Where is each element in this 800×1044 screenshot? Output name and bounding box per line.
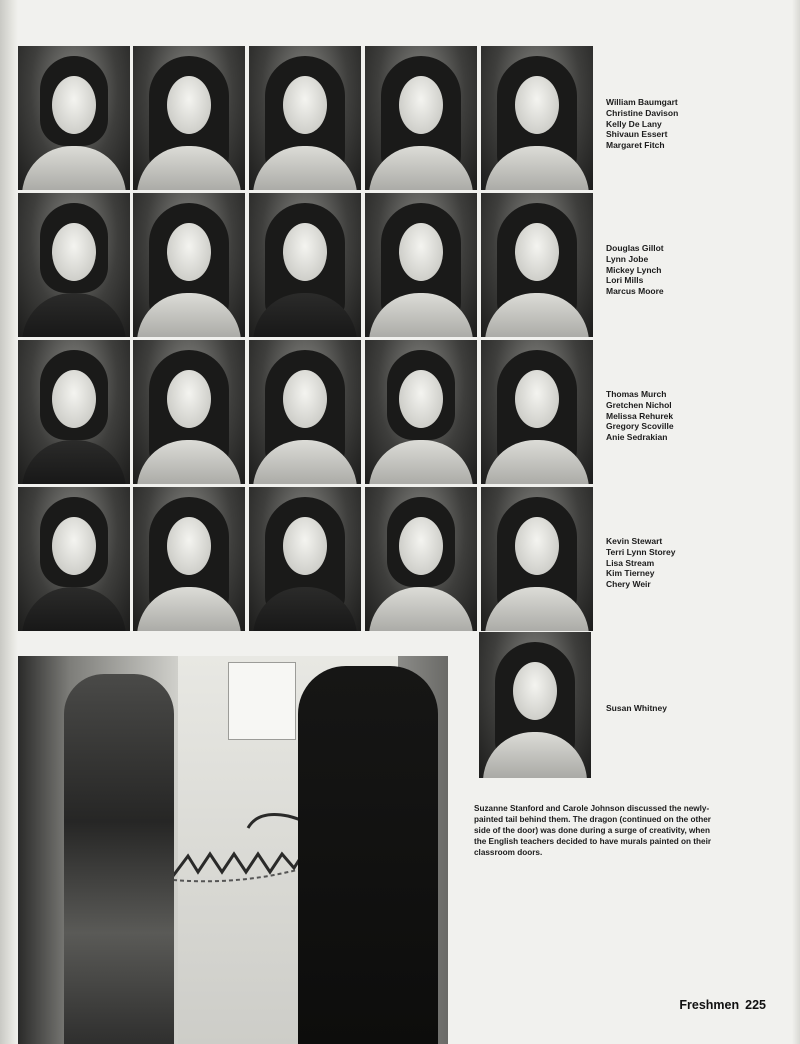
student-name: Kelly De Lany: [606, 118, 662, 129]
portrait-photo: [481, 193, 593, 337]
page-footer: [673, 998, 766, 1012]
portrait-photo: [18, 46, 130, 190]
portrait-photo: [481, 340, 593, 484]
page-number: 225: [745, 998, 766, 1012]
name-list-extra: [606, 703, 796, 714]
student-name: Shivaun Essert: [606, 129, 668, 140]
photo-caption: Suzanne Stanford and Carole Johnson discussed the newly-painted tail behind them. The dragon (continued on the other side of the door) was done during a surge of creativity, when the English teachers decided to have murals painted on their classroom doors.: [474, 804, 712, 857]
name-list-row-4: [606, 536, 796, 590]
student-name: Terri Lynn Storey: [606, 546, 676, 557]
section-title: Freshmen: [679, 998, 740, 1012]
portrait-photo: [18, 340, 130, 484]
portrait-photo: [133, 487, 245, 631]
name-list-row-3: [606, 389, 796, 443]
student-name: Margaret Fitch: [606, 140, 665, 151]
student-name: Lisa Stream: [606, 557, 655, 568]
portrait-photo: [249, 340, 361, 484]
portrait-photo: [481, 46, 593, 190]
student-name: William Baumgart: [606, 97, 678, 107]
portrait-photo: [249, 46, 361, 190]
portrait-photo: [481, 487, 593, 631]
student-name: Douglas Gillot: [606, 243, 664, 253]
portrait-photo: [133, 193, 245, 337]
portrait-photo: [18, 193, 130, 337]
student-name: Kim Tierney: [606, 568, 655, 579]
portrait-photo-extra: [479, 632, 591, 778]
portrait-photo: [133, 340, 245, 484]
portrait-photo: [18, 487, 130, 631]
portrait-photo: [249, 193, 361, 337]
page-edge: [792, 0, 800, 1044]
portrait-photo: [133, 46, 245, 190]
portrait-photo: [365, 193, 477, 337]
student-name: Anie Sedrakian: [606, 432, 668, 443]
portrait-photo: [365, 340, 477, 484]
portrait-photo: [365, 46, 477, 190]
student-name: Lynn Jobe: [606, 253, 649, 264]
student-name: Melissa Rehurek: [606, 410, 674, 421]
student-right-figure: [298, 666, 438, 1044]
candid-photo: [18, 656, 448, 1044]
student-name: Christine Davison: [606, 107, 679, 118]
student-name: Gretchen Nichol: [606, 399, 672, 410]
portrait-photo: [249, 487, 361, 631]
student-name: Chery Weir: [606, 579, 651, 590]
name-list-row-1: [606, 97, 796, 151]
binding-gutter: [0, 0, 18, 1044]
student-name: Kevin Stewart: [606, 536, 663, 546]
student-name: Marcus Moore: [606, 286, 664, 297]
door-window: [228, 662, 296, 740]
student-name: Thomas Murch: [606, 389, 667, 399]
portrait-photo: [365, 487, 477, 631]
name-list-row-2: [606, 243, 796, 297]
student-name: Mickey Lynch: [606, 264, 662, 275]
student-name: Susan Whitney: [606, 703, 667, 713]
student-left-figure: [64, 674, 174, 1044]
student-name: Gregory Scoville: [606, 421, 674, 432]
student-name: Lori Mills: [606, 275, 644, 286]
